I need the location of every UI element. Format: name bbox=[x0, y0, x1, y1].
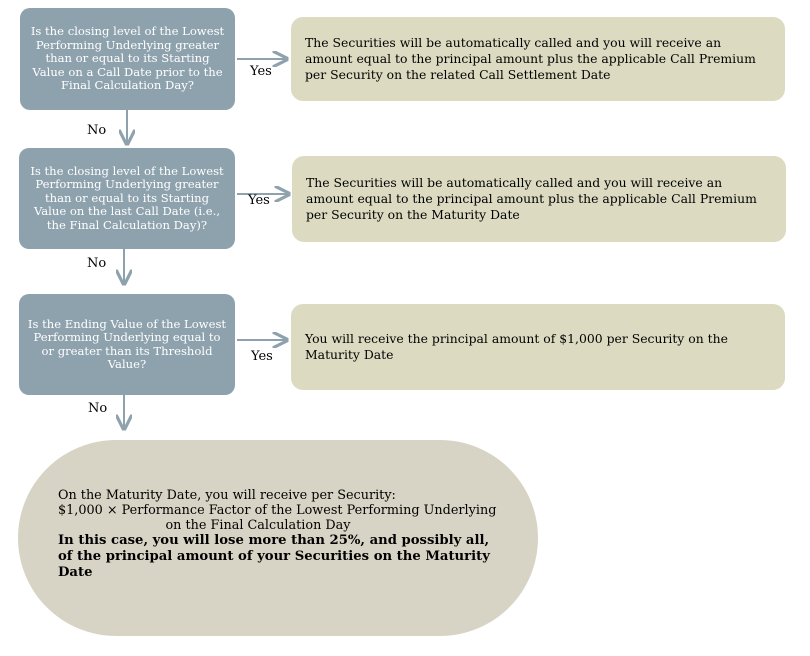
yes-label-3: Yes bbox=[251, 349, 273, 364]
no-label-3: No bbox=[88, 401, 108, 416]
outcome-box-3 bbox=[291, 304, 785, 390]
outcome-box-2 bbox=[292, 156, 786, 242]
yes-label-1: Yes bbox=[250, 64, 272, 79]
no-label-2: No bbox=[87, 256, 107, 271]
question-text-2: Is the closing level of the Lowest Performing Underlying greater than or equal to its Starting Value on the last Call Date (i.e., the Final Calculation Day)? bbox=[30, 163, 224, 232]
final-warning: In this case, you will lose more than 25%, and possibly all, of the principal amount of your Securities on the Maturity Date bbox=[58, 533, 490, 580]
question-box-2 bbox=[19, 148, 235, 249]
question-box-3 bbox=[19, 294, 235, 395]
final-outcome-box bbox=[18, 440, 538, 636]
question-text-3: Is the Ending Value of the Lowest Performing Underlying equal to or greater than its Threshold Value? bbox=[27, 316, 227, 371]
outcome-box-1 bbox=[291, 17, 785, 101]
outcome-text-2: The Securities will be automatically called and you will receive an amount equal to the principal amount plus the applicable Call Premium per Security on the Maturity Date bbox=[306, 175, 757, 222]
question-text-1: Is the closing level of the Lowest Performing Underlying greater than or equal to its Starting Value on a Call Date prior to the Final Calculation Day? bbox=[30, 24, 225, 93]
final-line-3: on the Final Calculation Day bbox=[165, 518, 351, 533]
outcome-text-3: You will receive the principal amount of $1,000 per Security on the Maturity Date bbox=[305, 331, 728, 362]
yes-label-2: Yes bbox=[248, 193, 270, 208]
final-line-1: On the Maturity Date, you will receive per Security: bbox=[58, 488, 396, 503]
outcome-text-1: The Securities will be automatically called and you will receive an amount equal to the principal amount plus the applicable Call Premium per Security on the related Call Settlement Date bbox=[305, 35, 756, 82]
final-line-2: $1,000 × Performance Factor of the Lowest Performing Underlying bbox=[58, 503, 497, 518]
question-box-1 bbox=[20, 8, 235, 110]
no-label-1: No bbox=[87, 123, 107, 138]
